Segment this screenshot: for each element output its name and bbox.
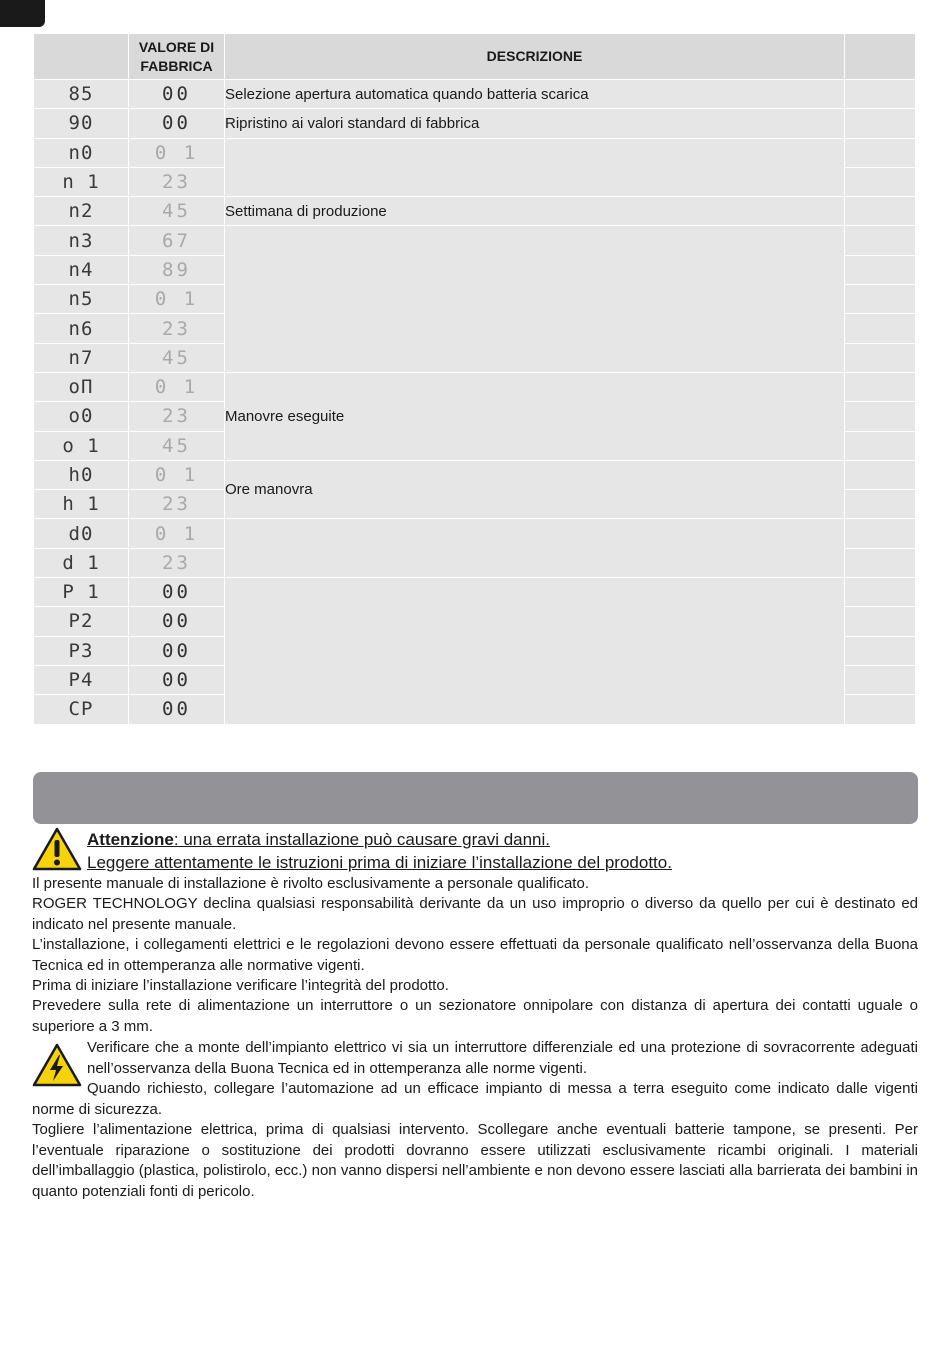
warning-title-rest: : una errata installazione può causare gravi danni. — [173, 830, 551, 849]
factory-value: 0 1 — [129, 138, 225, 167]
factory-value: 00 — [129, 607, 225, 636]
extra-cell — [845, 285, 916, 314]
table-header-row — [34, 34, 916, 80]
param-description: Settimana di produzione — [225, 197, 845, 226]
param-code: n6 — [34, 314, 129, 343]
param-code: oП — [34, 372, 129, 401]
param-code: CP — [34, 695, 129, 724]
header-code — [34, 34, 129, 80]
extra-cell — [845, 226, 916, 255]
table-row — [34, 226, 916, 255]
factory-value: 67 — [129, 226, 225, 255]
table-row — [34, 138, 916, 167]
param-description — [225, 138, 845, 197]
paragraph-check-integrity: Prima di iniziare l’installazione verificare l’integrità del prodotto. — [32, 977, 449, 994]
param-description: Ore manovra — [225, 460, 845, 519]
extra-cell — [845, 665, 916, 694]
warning-title-strong: Attenzione — [87, 830, 174, 849]
extra-cell — [845, 80, 916, 109]
extra-cell — [845, 607, 916, 636]
extra-cell — [845, 255, 916, 284]
factory-value: 45 — [129, 343, 225, 372]
table-row — [34, 578, 916, 607]
paragraph-installation-rules: L’installazione, i collegamenti elettrici e le regolazioni devono essere effettuati da personale qualificato nell’osservanza della Buona Tecnica ed in ottemperanza alle normative vigenti. — [32, 936, 918, 974]
extra-cell — [845, 578, 916, 607]
factory-value: 23 — [129, 314, 225, 343]
factory-value: 23 — [129, 490, 225, 519]
table-row — [34, 519, 916, 548]
factory-value: 0 1 — [129, 519, 225, 548]
factory-value: 00 — [129, 80, 225, 109]
paragraph-power-off: Togliere l’alimentazione elettrica, prima di qualsiasi intervento. Scollegare anche eventuali batterie tampone, se presenti. Per l’eventuale riparazione o sostituzione dei prodotti dovranno essere utilizzati esclusivamente ricambi originali. I materiali dell’imballaggio (plastica, polistirolo, ecc.) non vanno dispersi nell’ambiente e non devono essere lasciati alla barrierata dei bambini in quanto potenziali fonti di pericolo. — [32, 1121, 918, 1200]
factory-value: 00 — [129, 695, 225, 724]
param-code: n2 — [34, 197, 129, 226]
param-code: o0 — [34, 402, 129, 431]
param-code: 90 — [34, 109, 129, 138]
header-extra — [845, 34, 916, 80]
factory-value: 0 1 — [129, 285, 225, 314]
table-row — [34, 372, 916, 401]
param-code: 85 — [34, 80, 129, 109]
extra-cell — [845, 343, 916, 372]
section-header-bar — [33, 772, 918, 824]
extra-cell — [845, 695, 916, 724]
param-code: n0 — [34, 138, 129, 167]
warning-triangle-icon — [32, 827, 82, 871]
param-code: n4 — [34, 255, 129, 284]
table-row — [34, 109, 916, 138]
paragraph-differential-switch: Verificare che a monte dell’impianto elettrico vi sia un interruttore differenziale ed una protezione di sovracorrente adeguati nell’osservanza della Buona Tecnica ed in ottemperanza alle norme vigenti. — [87, 1039, 918, 1077]
factory-value: 00 — [129, 109, 225, 138]
extra-cell — [845, 490, 916, 519]
factory-value: 89 — [129, 255, 225, 284]
param-code: n7 — [34, 343, 129, 372]
param-code: o 1 — [34, 431, 129, 460]
param-code: n 1 — [34, 167, 129, 196]
param-code: n5 — [34, 285, 129, 314]
param-code: P2 — [34, 607, 129, 636]
paragraph-grounding: Quando richiesto, collegare l’automazione ad un efficace impianto di messa a terra eseguito come indicato dalle vigenti norme di sicurezza. — [32, 1080, 918, 1118]
header-description: DESCRIZIONE — [225, 34, 845, 80]
factory-value: 45 — [129, 197, 225, 226]
extra-cell — [845, 548, 916, 577]
factory-value: 0 1 — [129, 460, 225, 489]
parameters-table — [33, 33, 916, 725]
param-description — [225, 226, 845, 372]
extra-cell — [845, 636, 916, 665]
factory-value: 23 — [129, 548, 225, 577]
factory-value: 0 1 — [129, 372, 225, 401]
extra-cell — [845, 138, 916, 167]
table-row — [34, 460, 916, 489]
page-corner-tab — [0, 0, 45, 27]
param-code: d0 — [34, 519, 129, 548]
factory-value: 00 — [129, 578, 225, 607]
extra-cell — [845, 431, 916, 460]
param-code: h0 — [34, 460, 129, 489]
factory-value: 45 — [129, 431, 225, 460]
factory-value: 23 — [129, 167, 225, 196]
param-description: Selezione apertura automatica quando batteria scarica — [225, 80, 845, 109]
param-description: Manovre eseguite — [225, 372, 845, 460]
table-row — [34, 80, 916, 109]
param-code: P 1 — [34, 578, 129, 607]
extra-cell — [845, 314, 916, 343]
extra-cell — [845, 402, 916, 431]
param-description — [225, 578, 845, 724]
param-code: P3 — [34, 636, 129, 665]
table-row — [34, 197, 916, 226]
extra-cell — [845, 109, 916, 138]
paragraph-disconnect-switch: Prevedere sulla rete di alimentazione un interruttore o un sezionatore onnipolare con distanza di apertura dei contatti uguale o superiore a 3 mm. — [32, 997, 918, 1035]
param-code: h 1 — [34, 490, 129, 519]
header-factory-value: VALORE DI FABBRICA — [129, 34, 225, 80]
param-code: n3 — [34, 226, 129, 255]
extra-cell — [845, 197, 916, 226]
factory-value: 00 — [129, 636, 225, 665]
warning-subtitle: Leggere attentamente le istruzioni prima di iniziare l’installazione del prodotto. — [87, 853, 672, 872]
warning-title — [87, 830, 550, 850]
factory-value: 23 — [129, 402, 225, 431]
extra-cell — [845, 372, 916, 401]
paragraph-qualified-staff: Il presente manuale di installazione è rivolto esclusivamente a personale qualificato. — [32, 875, 589, 892]
extra-cell — [845, 519, 916, 548]
param-description: Ripristino ai valori standard di fabbrica — [225, 109, 845, 138]
extra-cell — [845, 167, 916, 196]
param-description — [225, 519, 845, 578]
factory-value: 00 — [129, 665, 225, 694]
param-code: d 1 — [34, 548, 129, 577]
paragraph-disclaimer: ROGER TECHNOLOGY declina qualsiasi responsabilità derivante da un uso improprio o diverso da quello per cui è destinato ed indicato nel presente manuale. — [32, 895, 918, 933]
extra-cell — [845, 460, 916, 489]
param-code: P4 — [34, 665, 129, 694]
